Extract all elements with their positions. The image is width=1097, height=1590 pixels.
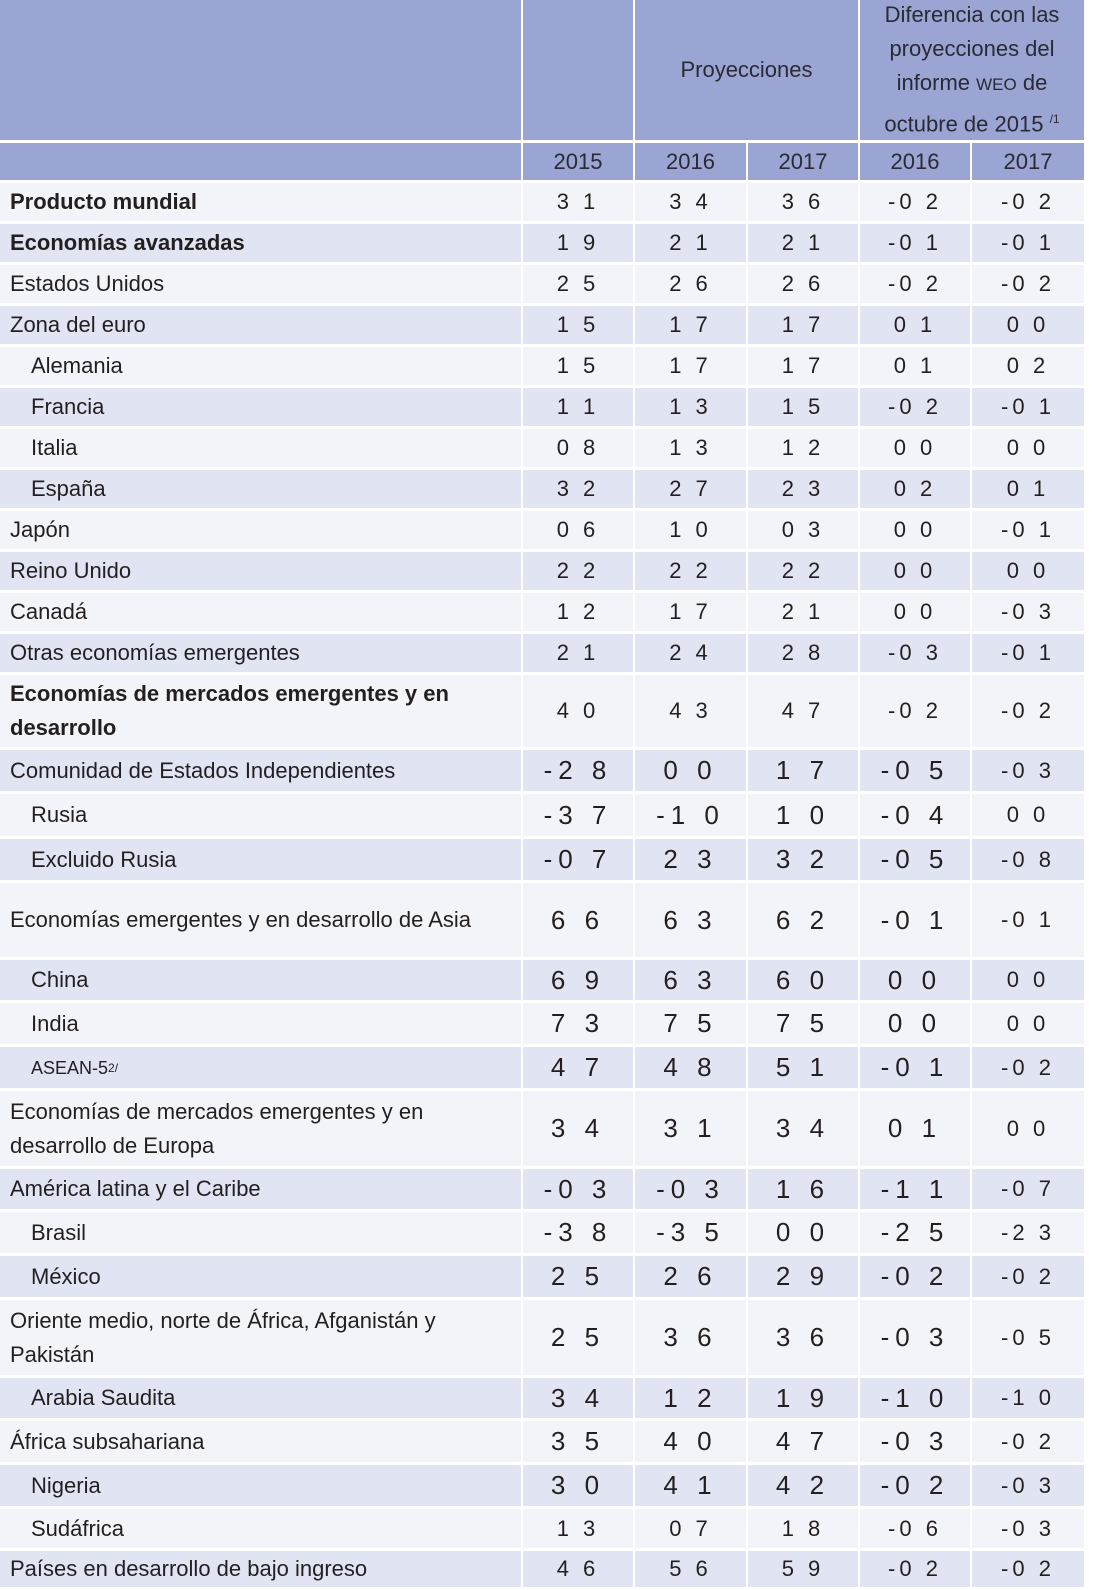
row-label xyxy=(0,1091,521,1166)
value-cell: 2 5 xyxy=(523,1300,633,1375)
header-blank xyxy=(0,0,521,140)
value-cell: 4 0 xyxy=(635,1421,746,1462)
value-cell: 2 6 xyxy=(748,265,858,303)
row-label-text: Italia xyxy=(31,435,78,460)
value-cell: -0 7 xyxy=(523,839,633,880)
table-row xyxy=(0,750,1085,791)
row-label xyxy=(0,1378,521,1418)
value-cell: -0 1 xyxy=(972,883,1084,957)
row-label xyxy=(0,347,521,385)
value-cell: -0 2 xyxy=(860,1465,970,1506)
value-cell: -0 1 xyxy=(860,883,970,957)
value-cell: -0 1 xyxy=(860,1047,970,1088)
row-label-text: España xyxy=(31,476,106,501)
value-cell: 3 6 xyxy=(748,183,858,221)
header-projections: Proyecciones xyxy=(635,0,858,140)
value-cell: 1 3 xyxy=(635,429,746,467)
value-cell: -0 1 xyxy=(972,634,1084,672)
header-blank-2015 xyxy=(523,0,633,140)
value-cell: -0 1 xyxy=(860,224,970,262)
value-cell: -0 2 xyxy=(972,1421,1084,1462)
value-cell: -2 3 xyxy=(972,1212,1084,1253)
value-cell: 0 0 xyxy=(972,1003,1084,1044)
value-cell: 3 4 xyxy=(748,1091,858,1166)
table-row xyxy=(0,1047,1085,1088)
table-row xyxy=(0,1300,1085,1375)
value-cell: 1 5 xyxy=(523,347,633,385)
value-cell: -0 2 xyxy=(972,265,1084,303)
value-cell: 1 8 xyxy=(748,1509,858,1548)
value-cell: 1 3 xyxy=(635,388,746,426)
table-row xyxy=(0,1509,1085,1548)
value-cell: -3 5 xyxy=(635,1212,746,1253)
row-label xyxy=(0,388,521,426)
row-label xyxy=(0,839,521,880)
value-cell: -0 3 xyxy=(860,1421,970,1462)
table-row xyxy=(0,839,1085,880)
value-cell: -1 0 xyxy=(972,1378,1084,1418)
value-cell: -1 1 xyxy=(860,1169,970,1209)
value-cell: 3 5 xyxy=(523,1421,633,1462)
row-label xyxy=(0,750,521,791)
row-label xyxy=(0,1047,521,1088)
value-cell: 1 7 xyxy=(748,750,858,791)
value-cell: 6 2 xyxy=(748,883,858,957)
value-cell: 2 3 xyxy=(635,839,746,880)
row-label-text: Estados Unidos xyxy=(10,271,165,296)
value-cell: -2 8 xyxy=(523,750,633,791)
table-row xyxy=(0,552,1085,590)
table-row xyxy=(0,1465,1085,1506)
table-row xyxy=(0,675,1085,747)
row-label xyxy=(0,511,521,549)
value-cell: 3 0 xyxy=(523,1465,633,1506)
value-cell: -1 0 xyxy=(635,794,746,836)
row-label-text: Sudáfrica xyxy=(31,1515,124,1541)
row-label xyxy=(0,1300,521,1375)
value-cell: -0 5 xyxy=(972,1300,1084,1375)
value-cell: 6 9 xyxy=(523,960,633,1000)
value-cell: 0 0 xyxy=(972,429,1084,467)
value-cell: 2 1 xyxy=(748,593,858,631)
table-row xyxy=(0,347,1085,385)
row-label-text: Producto mundial xyxy=(10,189,197,214)
value-cell: 5 9 xyxy=(748,1551,858,1587)
value-cell: 4 3 xyxy=(635,675,746,747)
value-cell: 2 5 xyxy=(523,265,633,303)
value-cell: 0 0 xyxy=(860,960,970,1000)
row-label-text: África subsahariana xyxy=(10,1428,205,1454)
row-label-text: Zona del euro xyxy=(10,312,146,337)
value-cell: 0 1 xyxy=(860,306,970,344)
value-cell: 0 0 xyxy=(972,306,1084,344)
row-label-text: Brasil xyxy=(31,1219,87,1245)
value-cell: -0 2 xyxy=(860,265,970,303)
value-cell: 1 9 xyxy=(748,1378,858,1418)
row-label xyxy=(0,675,521,747)
year-header: 2017 xyxy=(972,143,1084,180)
table-row xyxy=(0,883,1085,957)
row-label-text: Arabia Saudita xyxy=(31,1385,176,1410)
value-cell: 1 3 xyxy=(523,1509,633,1548)
value-cell: 2 1 xyxy=(635,224,746,262)
year-header: 2016 xyxy=(860,143,970,180)
value-cell: 2 1 xyxy=(748,224,858,262)
value-cell: 1 2 xyxy=(748,429,858,467)
value-cell: 6 6 xyxy=(523,883,633,957)
header-row-top xyxy=(0,0,1085,140)
year-header: 2015 xyxy=(523,143,633,180)
row-label-text: ASEAN-5 xyxy=(31,1057,109,1078)
value-cell: 0 2 xyxy=(972,347,1084,385)
value-cell: 1 0 xyxy=(748,794,858,836)
value-cell: -0 3 xyxy=(972,750,1084,791)
value-cell: 2 9 xyxy=(748,1256,858,1297)
value-cell: 3 1 xyxy=(523,183,633,221)
value-cell: -0 4 xyxy=(860,794,970,836)
value-cell: -0 2 xyxy=(860,1256,970,1297)
value-cell: 0 0 xyxy=(860,429,970,467)
row-label-text: Excluido Rusia xyxy=(31,846,177,872)
row-label xyxy=(0,1551,521,1587)
row-label xyxy=(0,306,521,344)
value-cell: 0 0 xyxy=(635,750,746,791)
year-header: 2017 xyxy=(748,143,858,180)
value-cell: -0 2 xyxy=(972,1551,1084,1587)
value-cell: -0 3 xyxy=(635,1169,746,1209)
row-label xyxy=(0,960,521,1000)
row-label xyxy=(0,1169,521,1209)
value-cell: 4 7 xyxy=(748,1421,858,1462)
table-row xyxy=(0,1378,1085,1418)
value-cell: 1 2 xyxy=(635,1378,746,1418)
value-cell: 0 1 xyxy=(860,1091,970,1166)
row-label xyxy=(0,794,521,836)
value-cell: 0 0 xyxy=(860,511,970,549)
value-cell: 1 1 xyxy=(523,388,633,426)
value-cell: 2 2 xyxy=(523,552,633,590)
row-label xyxy=(0,1212,521,1253)
value-cell: -1 0 xyxy=(860,1378,970,1418)
value-cell: 1 7 xyxy=(748,347,858,385)
row-label-text: Países en desarrollo de bajo ingreso xyxy=(10,1556,368,1581)
value-cell: 1 5 xyxy=(523,306,633,344)
value-cell: 2 1 xyxy=(523,634,633,672)
value-cell: -0 7 xyxy=(972,1169,1084,1209)
row-label xyxy=(0,1465,521,1506)
value-cell: 0 0 xyxy=(972,960,1084,1000)
value-cell: 4 6 xyxy=(523,1551,633,1587)
value-cell: 4 1 xyxy=(635,1465,746,1506)
value-cell: 2 7 xyxy=(635,470,746,508)
table-row xyxy=(0,224,1085,262)
row-label xyxy=(0,593,521,631)
row-label-text: Japón xyxy=(10,517,70,542)
row-label-text: India xyxy=(31,1010,79,1036)
value-cell: -0 1 xyxy=(972,388,1084,426)
value-cell: -0 5 xyxy=(860,839,970,880)
table-row xyxy=(0,1212,1085,1253)
value-cell: -0 2 xyxy=(860,388,970,426)
row-label xyxy=(0,183,521,221)
value-cell: -0 1 xyxy=(972,224,1084,262)
value-cell: 3 2 xyxy=(523,470,633,508)
value-cell: 1 7 xyxy=(635,593,746,631)
value-cell: 3 6 xyxy=(635,1300,746,1375)
table-row xyxy=(0,1421,1085,1462)
row-label-text: Comunidad de Estados Independientes xyxy=(10,757,396,783)
row-label xyxy=(0,1256,521,1297)
row-label-text: Francia xyxy=(31,394,105,419)
value-cell: 7 5 xyxy=(748,1003,858,1044)
value-cell: -0 6 xyxy=(860,1509,970,1548)
value-cell: 0 0 xyxy=(860,1003,970,1044)
row-label-text: Reino Unido xyxy=(10,558,132,583)
table-row xyxy=(0,593,1085,631)
row-label xyxy=(0,883,521,957)
value-cell: 4 2 xyxy=(748,1465,858,1506)
value-cell: -0 2 xyxy=(972,1256,1084,1297)
row-label-text: Rusia xyxy=(31,802,88,827)
value-cell: -0 2 xyxy=(972,675,1084,747)
table-row xyxy=(0,1551,1085,1587)
value-cell: -0 3 xyxy=(860,634,970,672)
table-row xyxy=(0,634,1085,672)
row-label-text: América latina y el Caribe xyxy=(10,1176,261,1201)
value-cell: 2 6 xyxy=(635,265,746,303)
value-cell: 3 6 xyxy=(748,1300,858,1375)
value-cell: -0 2 xyxy=(860,1551,970,1587)
value-cell: 0 8 xyxy=(523,429,633,467)
row-label-text: Economías de mercados emergentes y en desarrollo xyxy=(10,681,449,740)
value-cell: 1 7 xyxy=(635,306,746,344)
row-label-text: Nigeria xyxy=(31,1472,101,1498)
row-label-text: Economías de mercados emergentes y en desarrollo de Europa xyxy=(10,1098,424,1158)
value-cell: 3 2 xyxy=(748,839,858,880)
value-cell: 4 8 xyxy=(635,1047,746,1088)
row-label-text: Economías emergentes y en desarrollo de Asia xyxy=(10,907,472,932)
value-cell: -0 2 xyxy=(972,183,1084,221)
table-row xyxy=(0,794,1085,836)
value-cell: -0 2 xyxy=(860,183,970,221)
row-label xyxy=(0,224,521,262)
header-difference: Diferencia con las proyecciones del informe WEO de octubre de 2015 $^{/1}$ xyxy=(860,0,1084,140)
value-cell: 0 0 xyxy=(972,1091,1084,1166)
value-cell: -0 3 xyxy=(972,1509,1084,1548)
row-label xyxy=(0,265,521,303)
value-cell: 2 2 xyxy=(635,552,746,590)
value-cell: 1 7 xyxy=(635,347,746,385)
table-row xyxy=(0,306,1085,344)
row-label-text: Economías avanzadas xyxy=(10,230,245,255)
value-cell: 0 2 xyxy=(860,470,970,508)
value-cell: 2 2 xyxy=(748,552,858,590)
footnote-marker: 2/ xyxy=(108,1060,119,1075)
value-cell: 6 3 xyxy=(635,960,746,1000)
value-cell: 0 1 xyxy=(972,470,1084,508)
value-cell: 0 0 xyxy=(972,794,1084,836)
row-label xyxy=(0,1509,521,1548)
row-label xyxy=(0,1003,521,1044)
value-cell: -3 7 xyxy=(523,794,633,836)
table-row xyxy=(0,1003,1085,1044)
value-cell: 2 6 xyxy=(635,1256,746,1297)
row-label-text: Oriente medio, norte de África, Afganistán y Pakistán xyxy=(10,1307,436,1367)
value-cell: 7 3 xyxy=(523,1003,633,1044)
row-label xyxy=(0,1421,521,1462)
value-cell: -2 5 xyxy=(860,1212,970,1253)
value-cell: 3 4 xyxy=(523,1378,633,1418)
value-cell: 5 1 xyxy=(748,1047,858,1088)
value-cell: -0 3 xyxy=(860,1300,970,1375)
value-cell: 5 6 xyxy=(635,1551,746,1587)
value-cell: 6 3 xyxy=(635,883,746,957)
value-cell: 1 9 xyxy=(523,224,633,262)
table-row xyxy=(0,1256,1085,1297)
row-label-text: Canadá xyxy=(10,599,88,624)
value-cell: 4 7 xyxy=(748,675,858,747)
table-row xyxy=(0,1169,1085,1209)
value-cell: 1 5 xyxy=(748,388,858,426)
table-row xyxy=(0,960,1085,1000)
value-cell: -0 8 xyxy=(972,839,1084,880)
table-row xyxy=(0,388,1085,426)
year-header: 2016 xyxy=(635,143,746,180)
value-cell: 2 8 xyxy=(748,634,858,672)
row-label-text: China xyxy=(31,967,89,992)
value-cell: -0 2 xyxy=(972,1047,1084,1088)
value-cell: -3 8 xyxy=(523,1212,633,1253)
value-cell: 1 2 xyxy=(523,593,633,631)
value-cell: 1 7 xyxy=(748,306,858,344)
value-cell: -0 3 xyxy=(523,1169,633,1209)
row-label xyxy=(0,552,521,590)
value-cell: 3 4 xyxy=(635,183,746,221)
value-cell: 3 4 xyxy=(523,1091,633,1166)
value-cell: 7 5 xyxy=(635,1003,746,1044)
value-cell: 0 1 xyxy=(860,347,970,385)
value-cell: -0 3 xyxy=(972,593,1084,631)
value-cell: -0 5 xyxy=(860,750,970,791)
value-cell: 0 3 xyxy=(748,511,858,549)
value-cell: 4 7 xyxy=(523,1047,633,1088)
row-label-text: Alemania xyxy=(31,353,123,378)
value-cell: 2 3 xyxy=(748,470,858,508)
table-row xyxy=(0,429,1085,467)
value-cell: 2 5 xyxy=(523,1256,633,1297)
value-cell: -0 1 xyxy=(972,511,1084,549)
table-row xyxy=(0,470,1085,508)
value-cell: -0 2 xyxy=(860,675,970,747)
value-cell: 0 0 xyxy=(860,593,970,631)
table-row xyxy=(0,1091,1085,1166)
value-cell: 3 1 xyxy=(635,1091,746,1166)
row-label xyxy=(0,470,521,508)
value-cell: 0 0 xyxy=(972,552,1084,590)
table-row xyxy=(0,183,1085,221)
value-cell: 1 0 xyxy=(635,511,746,549)
table-body xyxy=(0,183,1085,1587)
row-label xyxy=(0,429,521,467)
table-row xyxy=(0,511,1085,549)
value-cell: -0 3 xyxy=(972,1465,1084,1506)
value-cell: 4 0 xyxy=(523,675,633,747)
header-blank-years xyxy=(0,143,521,180)
header-row-years xyxy=(0,143,1085,180)
value-cell: 0 0 xyxy=(860,552,970,590)
value-cell: 0 6 xyxy=(523,511,633,549)
value-cell: 6 0 xyxy=(748,960,858,1000)
table-row xyxy=(0,265,1085,303)
row-label-text: México xyxy=(31,1263,101,1289)
value-cell: 2 4 xyxy=(635,634,746,672)
value-cell: 0 0 xyxy=(748,1212,858,1253)
row-label-text: Otras economías emergentes xyxy=(10,640,300,665)
value-cell: 1 6 xyxy=(748,1169,858,1209)
row-label xyxy=(0,634,521,672)
value-cell: 0 7 xyxy=(635,1509,746,1548)
